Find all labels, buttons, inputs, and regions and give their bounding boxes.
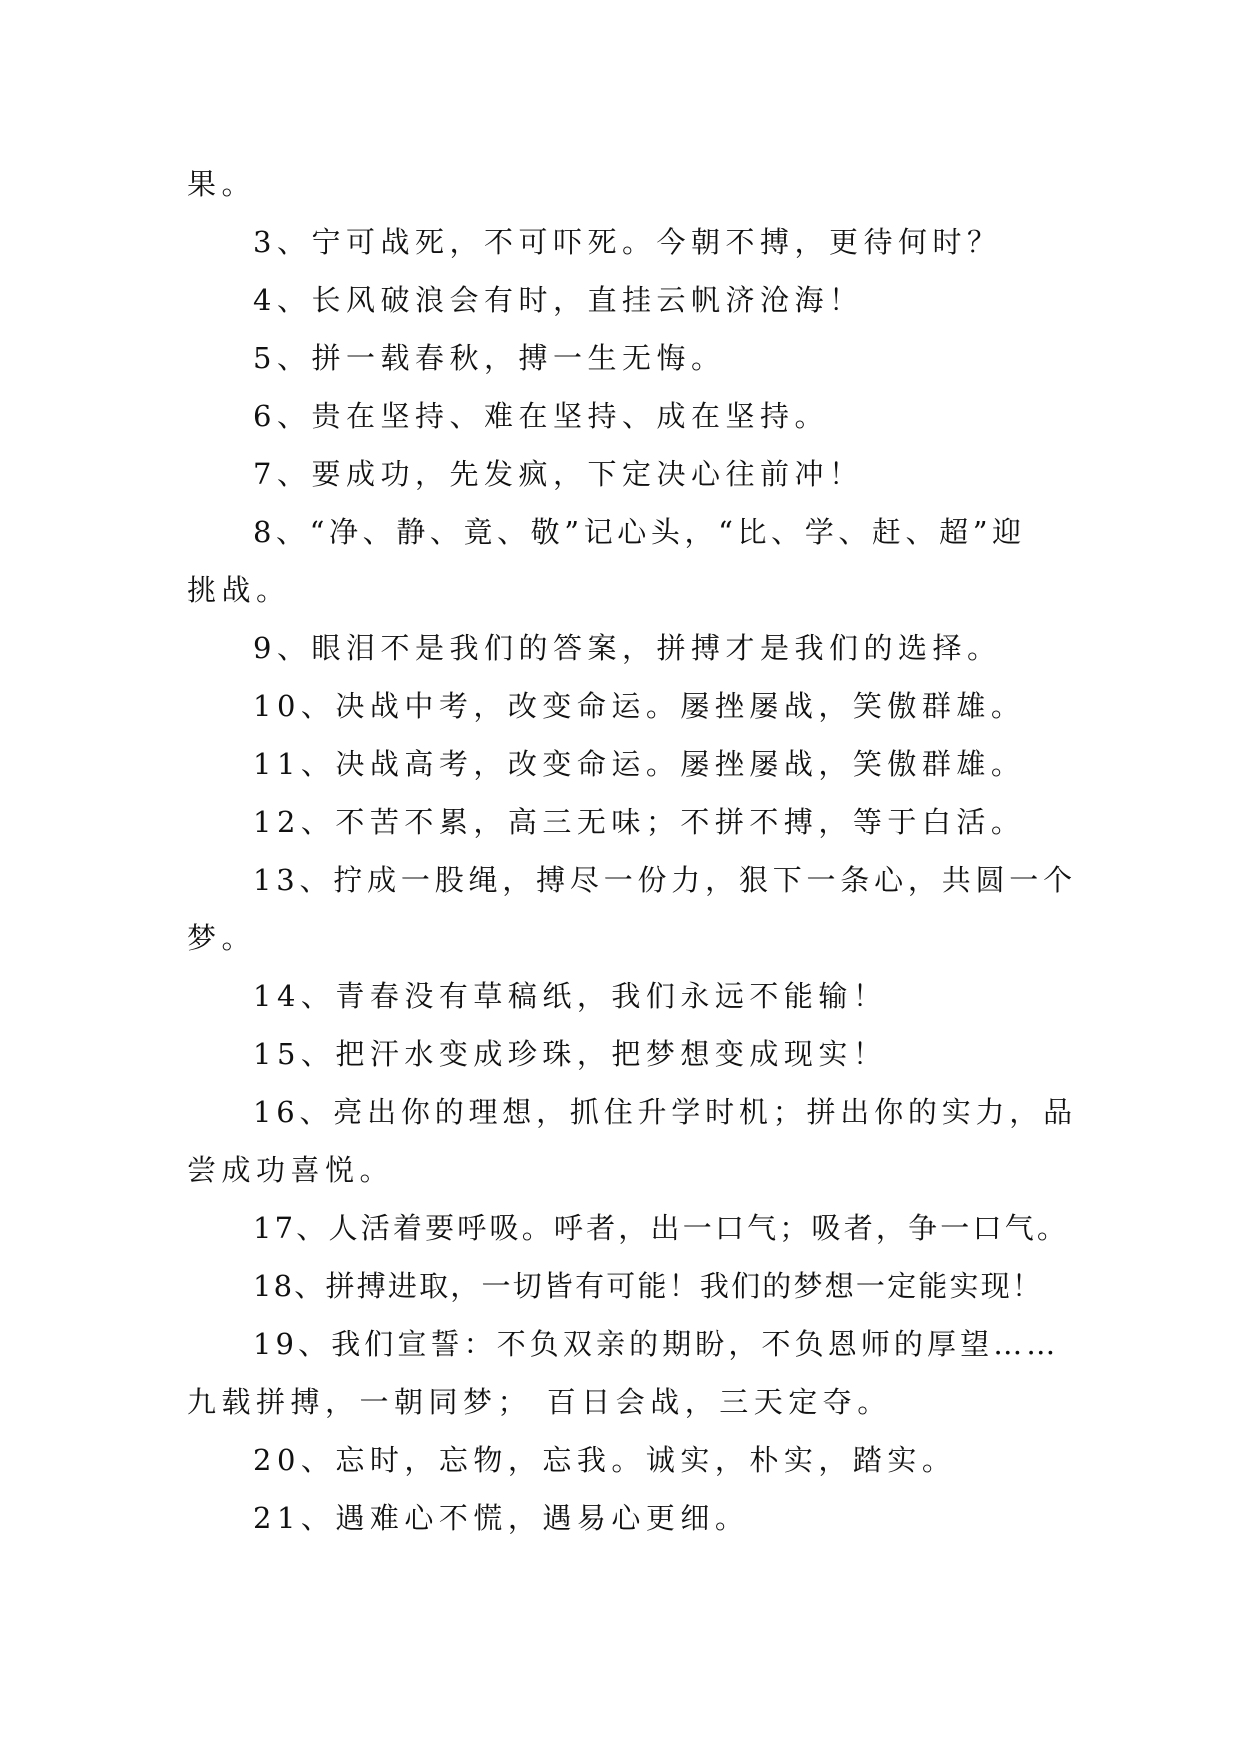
text-line: 16、亮出你的理想，抓住升学时机；拼出你的实力，品 [253, 1095, 1077, 1129]
text-line: 3、宁可战死，不可吓死。今朝不搏，更待何时？ [253, 225, 1002, 259]
text-line: 九载拼搏，一朝同梦； 百日会战，三天定夺。 [187, 1385, 892, 1419]
text-line: 21、遇难心不慌，遇易心更细。 [253, 1501, 750, 1535]
text-line: 5、拼一载春秋，搏一生无悔。 [253, 341, 726, 375]
text-line: 20、忘时，忘物，忘我。诚实，朴实，踏实。 [253, 1443, 957, 1477]
text-line: 7、要成功，先发疯，下定决心往前冲！ [253, 457, 864, 491]
text-line: 19、我们宣誓：不负双亲的期盼，不负恩师的厚望…… [253, 1327, 1060, 1361]
text-line: 4、长风破浪会有时，直挂云帆济沧海！ [253, 283, 864, 317]
text-line: 9、眼泪不是我们的答案，拼搏才是我们的选择。 [253, 631, 1002, 665]
text-line: 14、青春没有草稿纸，我们永远不能输！ [253, 979, 888, 1013]
text-line: 梦。 [187, 921, 257, 955]
text-line: 17、人活着要呼吸。呼者，出一口气；吸者，争一口气。 [253, 1211, 1070, 1245]
text-line: 15、把汗水变成珍珠，把梦想变成现实！ [253, 1037, 888, 1071]
text-line: 挑战。 [187, 573, 291, 607]
text-line: 10、决战中考，改变命运。屡挫屡战，笑傲群雄。 [253, 689, 1026, 723]
text-line: 18、拼搏进取，一切皆有可能！我们的梦想一定能实现！ [253, 1269, 1044, 1303]
text-line: 13、拧成一股绳，搏尽一份力，狠下一条心，共圆一个 [253, 863, 1077, 897]
text-line: 6、贵在坚持、难在坚持、成在坚持。 [253, 399, 829, 433]
text-line: 尝成功喜悦。 [187, 1153, 395, 1187]
text-line: 11、决战高考，改变命运。屡挫屡战，笑傲群雄。 [253, 747, 1026, 781]
text-line: 果。 [187, 167, 257, 201]
text-line: 12、不苦不累，高三无味；不拼不搏，等于白活。 [253, 805, 1026, 839]
text-line: 8、“净、静、竟、敬”记心头，“比、学、赶、超”迎 [253, 515, 1026, 549]
